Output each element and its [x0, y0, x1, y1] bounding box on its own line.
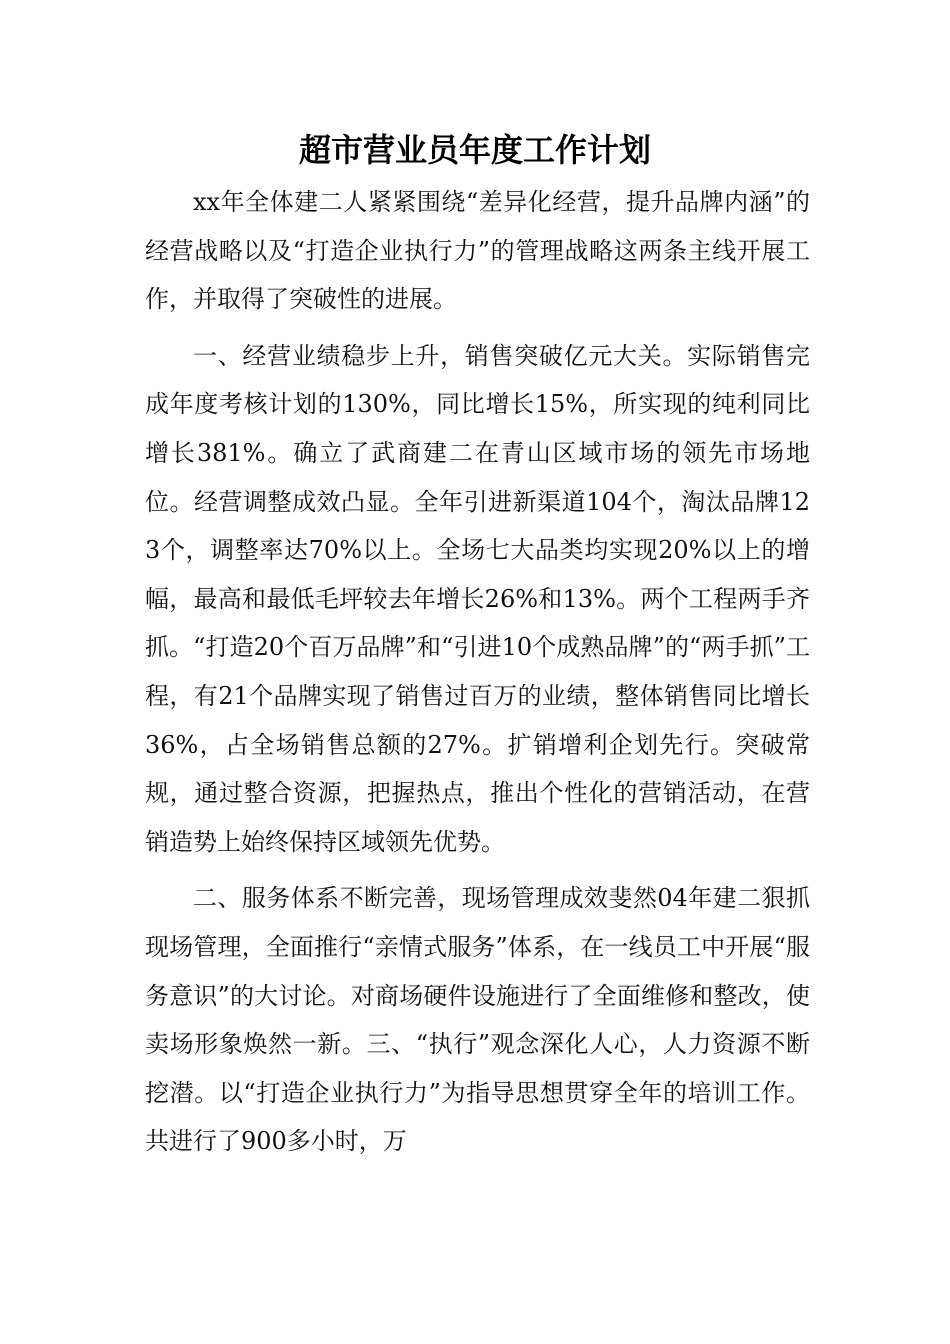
paragraph-service-system: 二、服务体系不断完善，现场管理成效斐然04年建二狠抓现场管理，全面推行“亲情式服务”体系，在一线员工中开展“服务意识”的大讨论。对商场硬件设施进行了全面维修和整改，使卖场形象焕然一新。三、“执行”观念深化人心，人力资源不断挖潜。以“打造企业执行力”为指导思想贯穿全年的培训工作。共进行了900多小时，万: [145, 884, 810, 1156]
paragraph-business-performance: 一、经营业绩稳步上升，销售突破亿元大关。实际销售完成年度考核计划的130%，同比增长15%，所实现的纯利同比增长381%。确立了武商建二在青山区域市场的领先市场地位。经营调整成效凸显。全年引进新渠道104个，淘汰品牌123个，调整率达70%以上。全场七大品类均实现20%以上的增幅，最高和最低毛坪较去年增长26%和13%。两个工程两手齐抓。“打造20个百万品牌”和“引进10个成熟品牌”的“两手抓”工程，有21个品牌实现了销售过百万的业绩，整体销售同比增长36%，占全场销售总额的27%。扩销增利企划先行。突破常规，通过整合资源，把握热点，推出个性化的营销活动，在营销造势上始终保持区域领先优势。: [145, 341, 810, 856]
document-body: [145, 178, 810, 1174]
paragraph-intro: xx年全体建二人紧紧围绕“差异化经营，提升品牌内涵”的经营战略以及“打造企业执行力”的管理战略这两条主线开展工作，并取得了突破性的进展。: [145, 188, 810, 314]
document-title: 超市营业员年度工作计划: [298, 131, 651, 169]
